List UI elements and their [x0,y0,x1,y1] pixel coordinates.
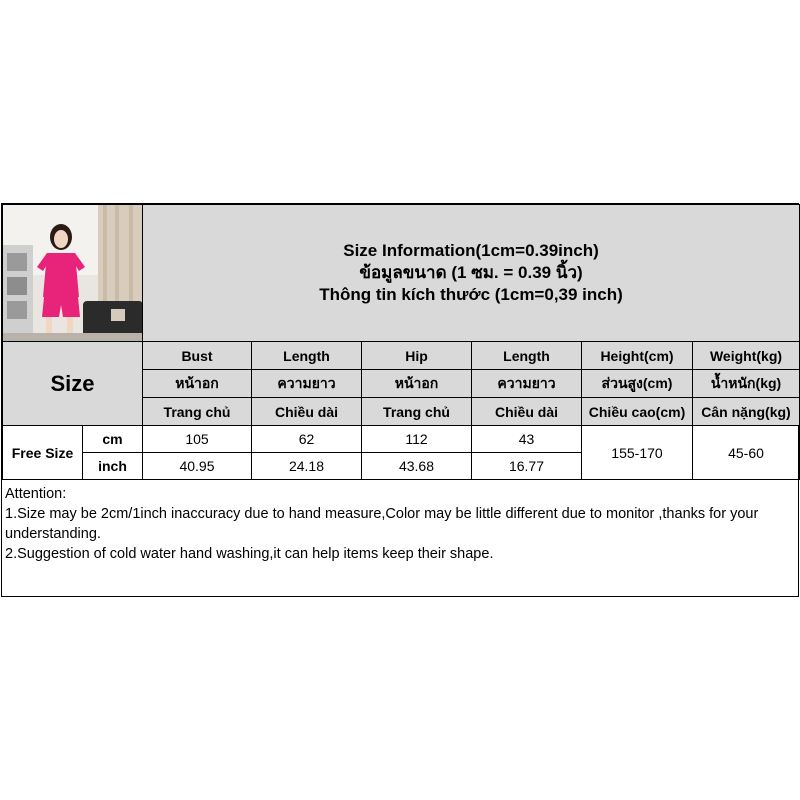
length-inch-value: 24.18 [252,453,362,480]
col-height-en: Height(cm) [582,342,693,370]
bust-inch-value: 40.95 [143,453,252,480]
attention-notes: Attention: 1.Size may be 2cm/1inch inaccuracy due to hand measure,Color may be little different due to monitor ,thanks for your understanding. 2.Suggestion of cold water hand washing,it can help items keep their shape. [5,486,759,562]
col-height-th: ส่วนสูง(cm) [582,370,693,398]
height-range-value: 155-170 [582,426,693,480]
col-length2-vi: Chiều dài [472,398,582,426]
col-weight-th: น้ำหนัก(kg) [693,370,800,398]
weight-range-value: 45-60 [693,426,800,480]
unit-inch-label: inch [83,453,143,480]
hip-cm-value: 112 [362,426,472,453]
title-cell [143,205,800,342]
free-size-label: Free Size [3,426,83,480]
bust-cm-value: 105 [143,426,252,453]
col-bust-th: หน้าอก [143,370,252,398]
col-bust-en: Bust [143,342,252,370]
col-length2-th: ความยาว [472,370,582,398]
model-photo [3,205,143,341]
length-cm-value: 62 [252,426,362,453]
hip-inch-value: 43.68 [362,453,472,480]
title-vietnamese: Thông tin kích thước (1cm=0,39 inch) [319,285,623,304]
size-table [2,204,800,480]
col-hip-vi: Trang chủ [362,398,472,426]
title-thai: ข้อมูลขนาด (1 ซม. = 0.39 นิ้ว) [359,263,583,282]
title-english: Size Information(1cm=0.39inch) [343,241,599,260]
col-length-vi: Chiều dài [252,398,362,426]
col-bust-vi: Trang chủ [143,398,252,426]
col-height-vi: Chiều cao(cm) [582,398,693,426]
col-length-en: Length [252,342,362,370]
col-hip-en: Hip [362,342,472,370]
length2-cm-value: 43 [472,426,582,453]
col-hip-th: หน้าอก [362,370,472,398]
unit-cm-label: cm [83,426,143,453]
length2-inch-value: 16.77 [472,453,582,480]
size-chart-sheet [1,203,799,597]
model-photo-cell [3,205,143,342]
col-weight-en: Weight(kg) [693,342,800,370]
col-length2-en: Length [472,342,582,370]
col-weight-vi: Cân nặng(kg) [693,398,800,426]
col-length-th: ความยาว [252,370,362,398]
size-header: Size [3,342,143,426]
